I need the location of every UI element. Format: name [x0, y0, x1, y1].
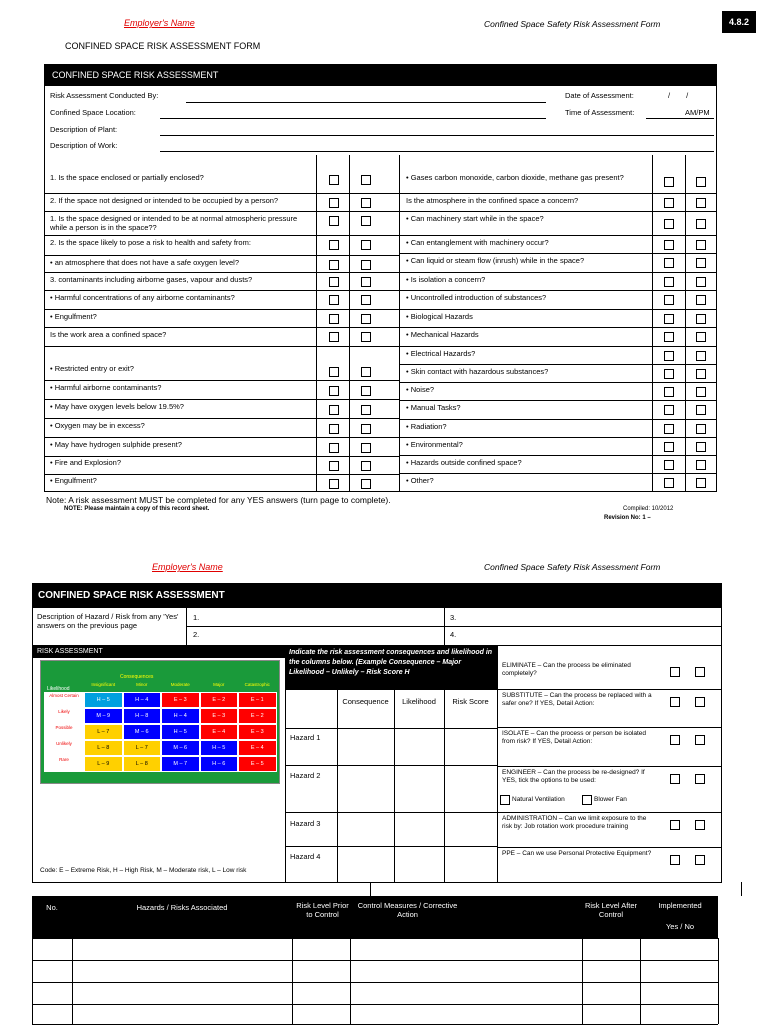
- grid-line: [285, 812, 497, 813]
- left-hazard-label: • Restricted entry or exit?: [50, 364, 134, 373]
- matrix-cell: L – 8: [123, 756, 162, 772]
- employer-name-2: Employer's Name: [152, 562, 223, 572]
- no-checkbox[interactable]: [696, 198, 706, 208]
- row-line: [400, 290, 716, 291]
- right-hazard-label: • Is isolation a concern?: [406, 275, 486, 284]
- col-control-measures: Control Measures / Corrective Action: [357, 901, 458, 919]
- no-checkbox[interactable]: [696, 219, 706, 229]
- row-line: [400, 253, 716, 254]
- note-text: Note: A risk assessment MUST be completed for any YES answers (turn page to complete).: [46, 495, 391, 505]
- compiled-text: Compiled: 10/2012: [623, 506, 674, 512]
- col-risk-after: Risk Level After Control: [584, 901, 638, 919]
- left-hazards-header-label: Potential hazards: [49, 348, 111, 357]
- yes-checkbox[interactable]: [329, 314, 339, 324]
- matrix-col-label: Major: [213, 682, 225, 687]
- row-line: [497, 847, 721, 848]
- no-checkbox[interactable]: [361, 479, 371, 489]
- form-title-right: Confined Space Safety Risk Assessment Form: [484, 19, 661, 29]
- yes-checkbox[interactable]: [670, 697, 680, 707]
- desc-divider: [186, 608, 187, 646]
- no-checkbox[interactable]: [696, 295, 706, 305]
- row-line: [45, 255, 399, 256]
- row-line: [497, 689, 721, 690]
- hazard-1: Hazard 1: [290, 733, 321, 742]
- row-line: [400, 309, 716, 310]
- matrix-row-label: Possible: [44, 724, 84, 740]
- no-checkbox[interactable]: [361, 386, 371, 396]
- matrix-col-label: Catastrophic: [244, 682, 270, 687]
- row-line: [45, 437, 399, 438]
- yes-checkbox[interactable]: [329, 443, 339, 453]
- time-label: Time of Assessment:: [565, 108, 635, 117]
- matrix-cell: M – 9: [84, 708, 123, 724]
- right-hazard-label: • Manual Tasks?: [406, 403, 461, 412]
- yes-checkbox[interactable]: [664, 277, 674, 287]
- yes-checkbox[interactable]: [664, 219, 674, 229]
- matrix-cell: H – 8: [123, 708, 162, 724]
- matrix-likelihood-label: Likelihood: [47, 686, 70, 692]
- no-checkbox[interactable]: [696, 258, 706, 268]
- matrix-cell: H – 5: [84, 692, 123, 708]
- row-line: [45, 211, 399, 212]
- right-hazard-label: • Biological Hazards: [406, 312, 473, 321]
- yes-checkbox[interactable]: [664, 314, 674, 324]
- left-hazard-label: • May have oxygen levels below 19.5%?: [50, 402, 184, 411]
- left-hazard-label: • Oxygen may be in excess?: [50, 421, 145, 430]
- grid-line: [285, 765, 497, 766]
- table-col: [718, 938, 719, 1024]
- desc-divider: [444, 608, 445, 646]
- right-hazard-label: • Can machinery start while in the space?: [406, 214, 544, 223]
- blower-fan-checkbox[interactable]: [582, 795, 592, 805]
- no-checkbox[interactable]: [361, 461, 371, 471]
- yes-checkbox[interactable]: [329, 405, 339, 415]
- no-header: NO: [696, 649, 705, 655]
- hazard-4: Hazard 4: [290, 852, 321, 861]
- control-option-label: ADMINISTRATION – Can we limit exposure to the risk by: Job rotation work procedure training: [502, 815, 647, 830]
- matrix-cell: L – 8: [84, 740, 123, 756]
- col-hazards: Hazards / Risks Associated: [136, 903, 228, 912]
- matrix-col-label: Minor: [136, 682, 148, 687]
- row-line: [400, 419, 716, 420]
- no-checkbox[interactable]: [361, 295, 371, 305]
- no-checkbox[interactable]: [696, 240, 706, 250]
- no-checkbox[interactable]: [361, 424, 371, 434]
- form-number-badge: 4.8.2: [722, 11, 756, 33]
- left-hazard-label: • Fire and Explosion?: [50, 458, 121, 467]
- no-checkbox[interactable]: [696, 442, 706, 452]
- yes-checkbox[interactable]: [664, 258, 674, 268]
- no-checkbox[interactable]: [696, 478, 706, 488]
- yes-checkbox[interactable]: [664, 369, 674, 379]
- matrix-cell: E – 3: [161, 692, 200, 708]
- yes-checkbox[interactable]: [670, 774, 680, 784]
- time-line[interactable]: [646, 118, 714, 119]
- left-item-label: 1. Is the space enclosed or partially enclosed?: [50, 173, 204, 182]
- row-line: [45, 235, 399, 236]
- description-label: Description of Hazard / Risk from any 'Yes' answers on the previous page: [37, 612, 179, 630]
- matrix-cell: H – 5: [200, 740, 239, 756]
- matrix-cell: H – 5: [161, 724, 200, 740]
- work-label: Description of Work:: [50, 141, 118, 150]
- row-line: [45, 418, 399, 419]
- work-line[interactable]: [160, 151, 714, 152]
- right-hazard-label: • Environmental?: [406, 440, 463, 449]
- likelihood-col: Likelihood: [402, 697, 436, 706]
- yes-checkbox[interactable]: [664, 332, 674, 342]
- risk-assessment-header: [33, 646, 285, 658]
- yes-checkbox[interactable]: [329, 216, 339, 226]
- row-line: [400, 437, 716, 438]
- row-line: [45, 327, 399, 328]
- matrix-cell: M – 6: [123, 724, 162, 740]
- yes-checkbox[interactable]: [329, 198, 339, 208]
- date-label: Date of Assessment:: [565, 91, 634, 100]
- controls-header-label: CONTROLS OPTIONS: [503, 648, 576, 655]
- grid-line: [285, 846, 497, 847]
- no-checkbox[interactable]: [361, 198, 371, 208]
- row-line: [400, 272, 716, 273]
- grid-line: [285, 728, 497, 729]
- row-line: [400, 346, 716, 347]
- grid-line: [444, 690, 445, 883]
- hazard-3: Hazard 3: [290, 819, 321, 828]
- table-col: [350, 938, 351, 1024]
- matrix-cell: H – 4: [161, 708, 200, 724]
- no-checkbox[interactable]: [361, 332, 371, 342]
- left-hazard-label: • Harmful airborne contaminants?: [50, 383, 162, 392]
- matrix-cell: E – 3: [200, 708, 239, 724]
- employer-name: Employer's Name: [124, 18, 195, 28]
- revision-text: Revision No: 1 –: [604, 515, 651, 521]
- desc-1[interactable]: 1.: [193, 613, 200, 622]
- left-hazard-label: • Engulfment?: [50, 476, 97, 485]
- no-header: No: [689, 157, 700, 166]
- location-label: Confined Space Location:: [50, 108, 136, 117]
- table-row: [32, 960, 718, 961]
- no-checkbox[interactable]: [361, 216, 371, 226]
- matrix-cell: L – 7: [123, 740, 162, 756]
- table-col: [640, 938, 641, 1024]
- form-title: CONFINED SPACE RISK ASSESSMENT FORM: [65, 41, 261, 51]
- no-checkbox[interactable]: [361, 175, 371, 185]
- matrix-cell: E – 3: [238, 724, 277, 740]
- right-hazard-label: • Electrical Hazards?: [406, 349, 476, 358]
- yes-checkbox[interactable]: [329, 175, 339, 185]
- matrix-consequences-label: Consequences: [120, 674, 154, 680]
- right-hazard-label: • Mechanical Hazards: [406, 330, 479, 339]
- control-option-label: ISOLATE – Can the process or person be isolated from risk? If YES, Detail Action:: [502, 730, 647, 745]
- no-header: No: [358, 157, 369, 166]
- conducted-by-line[interactable]: [186, 102, 546, 103]
- no-checkbox[interactable]: [695, 820, 705, 830]
- no-checkbox[interactable]: [361, 277, 371, 287]
- no-checkbox[interactable]: [361, 314, 371, 324]
- left-hazard-label: • May have hydrogen sulphide present?: [50, 440, 182, 449]
- col-risk-prior: Risk Level Prior to Control: [296, 901, 349, 919]
- col-line: [652, 155, 653, 492]
- grid-line: [394, 690, 395, 883]
- control-option-label: PPE – Can we use Personal Protective Equipment?: [502, 850, 652, 857]
- left-item-label: • Engulfment?: [50, 312, 97, 321]
- row-line: [400, 211, 716, 212]
- no-checkbox[interactable]: [696, 332, 706, 342]
- yes-checkbox[interactable]: [664, 424, 674, 434]
- col-line: [349, 155, 350, 492]
- row-line: [497, 766, 721, 767]
- yes-checkbox[interactable]: [664, 478, 674, 488]
- desc-2[interactable]: 2.: [193, 630, 200, 639]
- right-hazard-label: • Other?: [406, 476, 434, 485]
- instruction-box: Indicate the risk assessment consequences and likelihood in the columns below. (Example Consequence – Major Likelihood – Unlikely – Risk Score H: [285, 646, 497, 690]
- no-checkbox[interactable]: [361, 260, 371, 270]
- matrix-row-label: Almost Certain: [44, 692, 84, 708]
- control-option-label: SUBSTITUTE – Can the process be replaced with a safer one? If YES, Detail Action:: [502, 692, 652, 707]
- desc-4[interactable]: 4.: [450, 630, 457, 639]
- row-line: [400, 382, 716, 383]
- row-line: [45, 456, 399, 457]
- yes-checkbox[interactable]: [664, 405, 674, 415]
- matrix-cell: E – 4: [238, 740, 277, 756]
- assessment-box-title: CONFINED SPACE RISK ASSESSMENT: [44, 64, 717, 86]
- desc-3[interactable]: 3.: [450, 613, 457, 622]
- yes-checkbox[interactable]: [329, 367, 339, 377]
- table-col: [32, 938, 33, 1024]
- row-line: [400, 327, 716, 328]
- yes-header: Yes: [324, 348, 338, 357]
- matrix-cell: M – 7: [161, 756, 200, 772]
- blower-fan-label: Blower Fan: [594, 796, 627, 803]
- yes-checkbox[interactable]: [664, 351, 674, 361]
- col-no: No.: [46, 903, 58, 912]
- left-item-label: • an atmosphere that does not have a safe oxygen level?: [50, 258, 240, 267]
- no-checkbox[interactable]: [361, 443, 371, 453]
- risk-code: Code: E – Extreme Risk, H – High Risk, M – Moderate risk, L – Low risk: [40, 867, 247, 874]
- right-hazard-label: • Radiation?: [406, 422, 447, 431]
- yes-checkbox[interactable]: [664, 295, 674, 305]
- no-checkbox[interactable]: [696, 277, 706, 287]
- right-hazard-label: • Can entanglement with machinery occur?: [406, 238, 549, 247]
- yes-checkbox[interactable]: [664, 198, 674, 208]
- row-line: [45, 290, 399, 291]
- no-checkbox[interactable]: [696, 314, 706, 324]
- date-slashes[interactable]: / /: [668, 91, 689, 100]
- row-line: [497, 812, 721, 813]
- matrix-row-label: Rare: [44, 756, 84, 772]
- left-item-label: 2. If the space not designed or intended to be occupied by a person?: [50, 196, 279, 205]
- no-checkbox[interactable]: [696, 405, 706, 415]
- col-line: [685, 155, 686, 492]
- matrix-cell: H – 6: [200, 756, 239, 772]
- left-item-label: Is the work area a confined space?: [50, 330, 167, 339]
- matrix-cell: L – 7: [84, 724, 123, 740]
- yes-checkbox[interactable]: [329, 479, 339, 489]
- matrix-col-label: Insignificant: [91, 682, 116, 687]
- yes-checkbox[interactable]: [329, 277, 339, 287]
- no-checkbox[interactable]: [361, 240, 371, 250]
- matrix-cell: E – 5: [238, 756, 277, 772]
- yes-checkbox[interactable]: [329, 240, 339, 250]
- natural-ventilation-label: Natural Ventilation: [512, 796, 565, 803]
- identification-header-label: Identification if a confined spaces: [49, 157, 178, 166]
- risk-score-col: Risk Score: [452, 697, 489, 706]
- no-checkbox[interactable]: [695, 667, 705, 677]
- table-line: [370, 882, 371, 896]
- right-hazard-label: • Gases carbon monoxide, carbon dioxide, methane gas present?: [406, 173, 624, 182]
- no-checkbox[interactable]: [696, 387, 706, 397]
- row-line: [400, 193, 716, 194]
- desc-line: [186, 626, 722, 627]
- no-checkbox[interactable]: [695, 774, 705, 784]
- table-line: [741, 882, 742, 896]
- no-checkbox[interactable]: [361, 405, 371, 415]
- risk-assessment-label: RISK ASSESSMENT: [37, 648, 103, 655]
- row-line: [400, 455, 716, 456]
- right-hazard-label: • Noise?: [406, 385, 435, 394]
- yes-checkbox[interactable]: [670, 735, 680, 745]
- matrix-cell: E – 2: [200, 692, 239, 708]
- yes-checkbox[interactable]: [664, 460, 674, 470]
- no-checkbox[interactable]: [696, 424, 706, 434]
- yes-checkbox[interactable]: [329, 295, 339, 305]
- ampm-label[interactable]: AM/PM: [685, 108, 710, 117]
- matrix-col-label: Moderate: [170, 682, 190, 687]
- no-checkbox[interactable]: [695, 735, 705, 745]
- yes-checkbox[interactable]: [664, 177, 674, 187]
- form-title-right-2: Confined Space Safety Risk Assessment Form: [484, 562, 661, 572]
- right-hazards-header-label: Potential hazards: [406, 157, 468, 166]
- no-checkbox[interactable]: [696, 177, 706, 187]
- yes-checkbox[interactable]: [670, 667, 680, 677]
- note-text-2: NOTE: Please maintain a copy of this record sheet.: [64, 506, 210, 512]
- yes-checkbox[interactable]: [329, 260, 339, 270]
- left-item-label: 2. Is the space likely to pose a risk to health and safety from:: [50, 238, 251, 247]
- grid-line: [337, 690, 338, 883]
- row-line: [45, 399, 399, 400]
- col-line: [316, 155, 317, 492]
- yes-checkbox[interactable]: [670, 855, 680, 865]
- yes-checkbox[interactable]: [670, 820, 680, 830]
- table-row: [32, 982, 718, 983]
- table-col: [582, 938, 583, 1024]
- no-checkbox[interactable]: [696, 460, 706, 470]
- yes-header: Yes: [324, 157, 338, 166]
- yes-checkbox[interactable]: [664, 387, 674, 397]
- control-option-label: ELIMINATE – Can the process be eliminated completely?: [502, 662, 631, 677]
- yes-header: YES: [670, 649, 683, 655]
- matrix-cell: L – 9: [84, 756, 123, 772]
- no-checkbox[interactable]: [696, 351, 706, 361]
- matrix-cell: E – 2: [238, 708, 277, 724]
- right-hazard-label: • Uncontrolled introduction of substances?: [406, 293, 547, 302]
- no-checkbox[interactable]: [361, 367, 371, 377]
- left-item-label: • Harmful concentrations of any airborne contaminants?: [50, 293, 235, 302]
- row-line: [45, 380, 399, 381]
- yes-checkbox[interactable]: [329, 424, 339, 434]
- col-yes-no: Yes / No: [665, 922, 695, 931]
- table-row: [32, 1004, 718, 1005]
- right-hazard-label: • Can liquid or steam flow (inrush) while in the space?: [406, 256, 585, 265]
- column-divider: [399, 155, 400, 492]
- control-option-label: ENGINEER – Can the process be re-designed? If YES, tick the options to be used:: [502, 769, 645, 784]
- row-line: [400, 400, 716, 401]
- yes-checkbox[interactable]: [664, 442, 674, 452]
- table-row: [32, 938, 718, 939]
- hazard-2: Hazard 2: [290, 771, 321, 780]
- matrix-row-label: Unlikely: [44, 740, 84, 756]
- matrix-cell: M – 6: [161, 740, 200, 756]
- consequence-col: Consequence: [342, 697, 389, 706]
- yes-header: Yes: [657, 157, 671, 166]
- yes-checkbox[interactable]: [329, 461, 339, 471]
- row-line: [400, 235, 716, 236]
- right-hazard-label: • Hazards outside confined space?: [406, 458, 522, 467]
- assessment-box-2-title: CONFINED SPACE RISK ASSESSMENT: [32, 583, 722, 608]
- row-line: [45, 193, 399, 194]
- matrix-row-label: Likely: [44, 708, 84, 724]
- yes-checkbox[interactable]: [664, 240, 674, 250]
- row-line: [400, 364, 716, 365]
- table-line: [32, 882, 722, 883]
- table-col: [72, 938, 73, 1024]
- left-item-label: 1. Is the space designed or intended to be at normal atmospheric pressure while a person is in the space??: [50, 214, 298, 232]
- plant-label: Description of Plant:: [50, 125, 118, 134]
- no-checkbox[interactable]: [696, 369, 706, 379]
- location-line[interactable]: [160, 118, 546, 119]
- row-line: [400, 473, 716, 474]
- matrix-cell: H – 4: [123, 692, 162, 708]
- row-line: [45, 474, 399, 475]
- col-implemented: Implemented: [658, 901, 702, 910]
- matrix-cell: E – 4: [200, 724, 239, 740]
- yes-checkbox[interactable]: [329, 332, 339, 342]
- no-checkbox[interactable]: [695, 697, 705, 707]
- row-line: [45, 272, 399, 273]
- left-item-label: 3. contaminants including airborne gases, vapour and dusts?: [50, 275, 253, 284]
- no-checkbox[interactable]: [695, 855, 705, 865]
- no-header: No: [358, 348, 369, 357]
- natural-ventilation-checkbox[interactable]: [500, 795, 510, 805]
- table-col: [292, 938, 293, 1024]
- matrix-cell: E – 1: [238, 692, 277, 708]
- right-hazard-label: Is the atmosphere in the confined space a concern?: [406, 196, 579, 205]
- row-line: [497, 727, 721, 728]
- right-hazard-label: • Skin contact with hazardous substances?: [406, 367, 549, 376]
- plant-line[interactable]: [160, 135, 714, 136]
- row-line: [45, 309, 399, 310]
- conducted-by-label: Risk Assessment Conducted By:: [50, 91, 159, 100]
- yes-checkbox[interactable]: [329, 386, 339, 396]
